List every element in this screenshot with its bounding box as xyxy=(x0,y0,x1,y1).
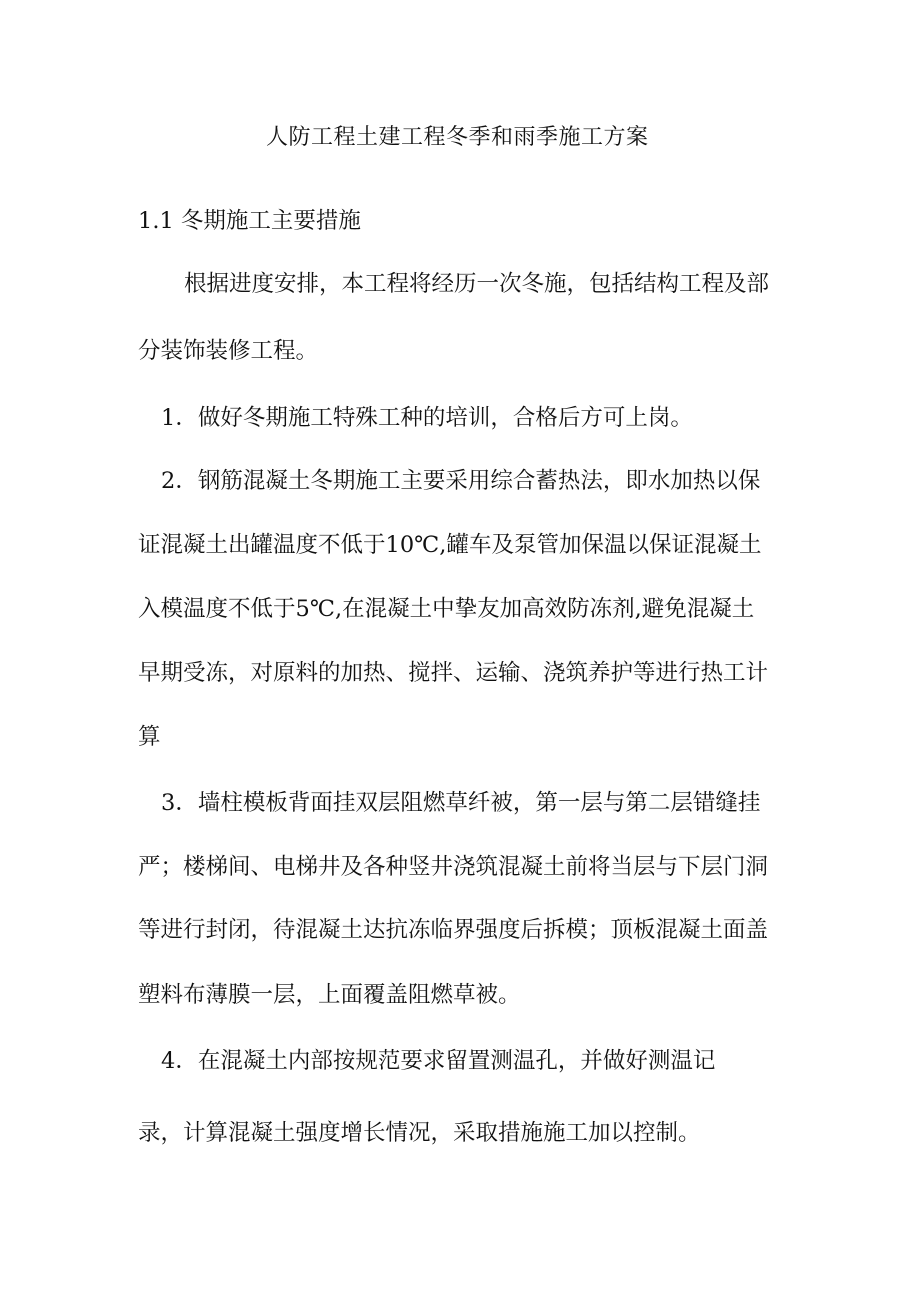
item-2-line-5: 算 xyxy=(138,724,161,750)
item-2-line-3: 入模温度不低于5℃,在混凝土中挚友加高效防冻剂,避免混凝土 xyxy=(138,596,755,622)
item-2-line-4: 早期受冻，对原料的加热、搅拌、运输、浇筑养护等进行热工计 xyxy=(138,660,769,686)
intro-line-1: 根据进度安排，本工程将经历一次冬施，包括结构工程及部 xyxy=(184,271,770,297)
item-3-line-1: 3．墙柱模板背面挂双层阻燃草纤被，第一层与第二层错缝挂 xyxy=(161,790,761,816)
page-title: 人防工程土建工程冬季和雨季施工方案 xyxy=(266,125,649,150)
item-4-line-2: 录，计算混凝土强度增长情况，采取措施施工加以控制。 xyxy=(138,1120,701,1146)
item-2-line-1: 2．钢筋混凝土冬期施工主要采用综合蓄热法，即水加热以保 xyxy=(161,468,761,494)
item-3-line-3: 等进行封闭，待混凝土达抗冻临界强度后拆模；顶板混凝土面盖 xyxy=(138,917,769,943)
item-1-line-1: 1．做好冬期施工特殊工种的培训，合格后方可上岗。 xyxy=(161,405,693,431)
intro-line-2: 分装饰装修工程。 xyxy=(138,338,319,364)
item-3-line-4: 塑料布薄膜一层，上面覆盖阻燃草被。 xyxy=(138,982,521,1008)
item-2-line-2: 证混凝土出罐温度不低于10℃,罐车及泵管加保温以保证混凝土 xyxy=(138,532,762,558)
section-heading: 1.1 冬期施工主要措施 xyxy=(138,208,361,234)
item-4-line-1: 4．在混凝土内部按规范要求留置测温孔，并做好测温记 xyxy=(161,1048,716,1074)
item-3-line-2: 严；楼梯间、电梯井及各种竖井浇筑混凝土前将当层与下层门洞 xyxy=(138,854,769,880)
